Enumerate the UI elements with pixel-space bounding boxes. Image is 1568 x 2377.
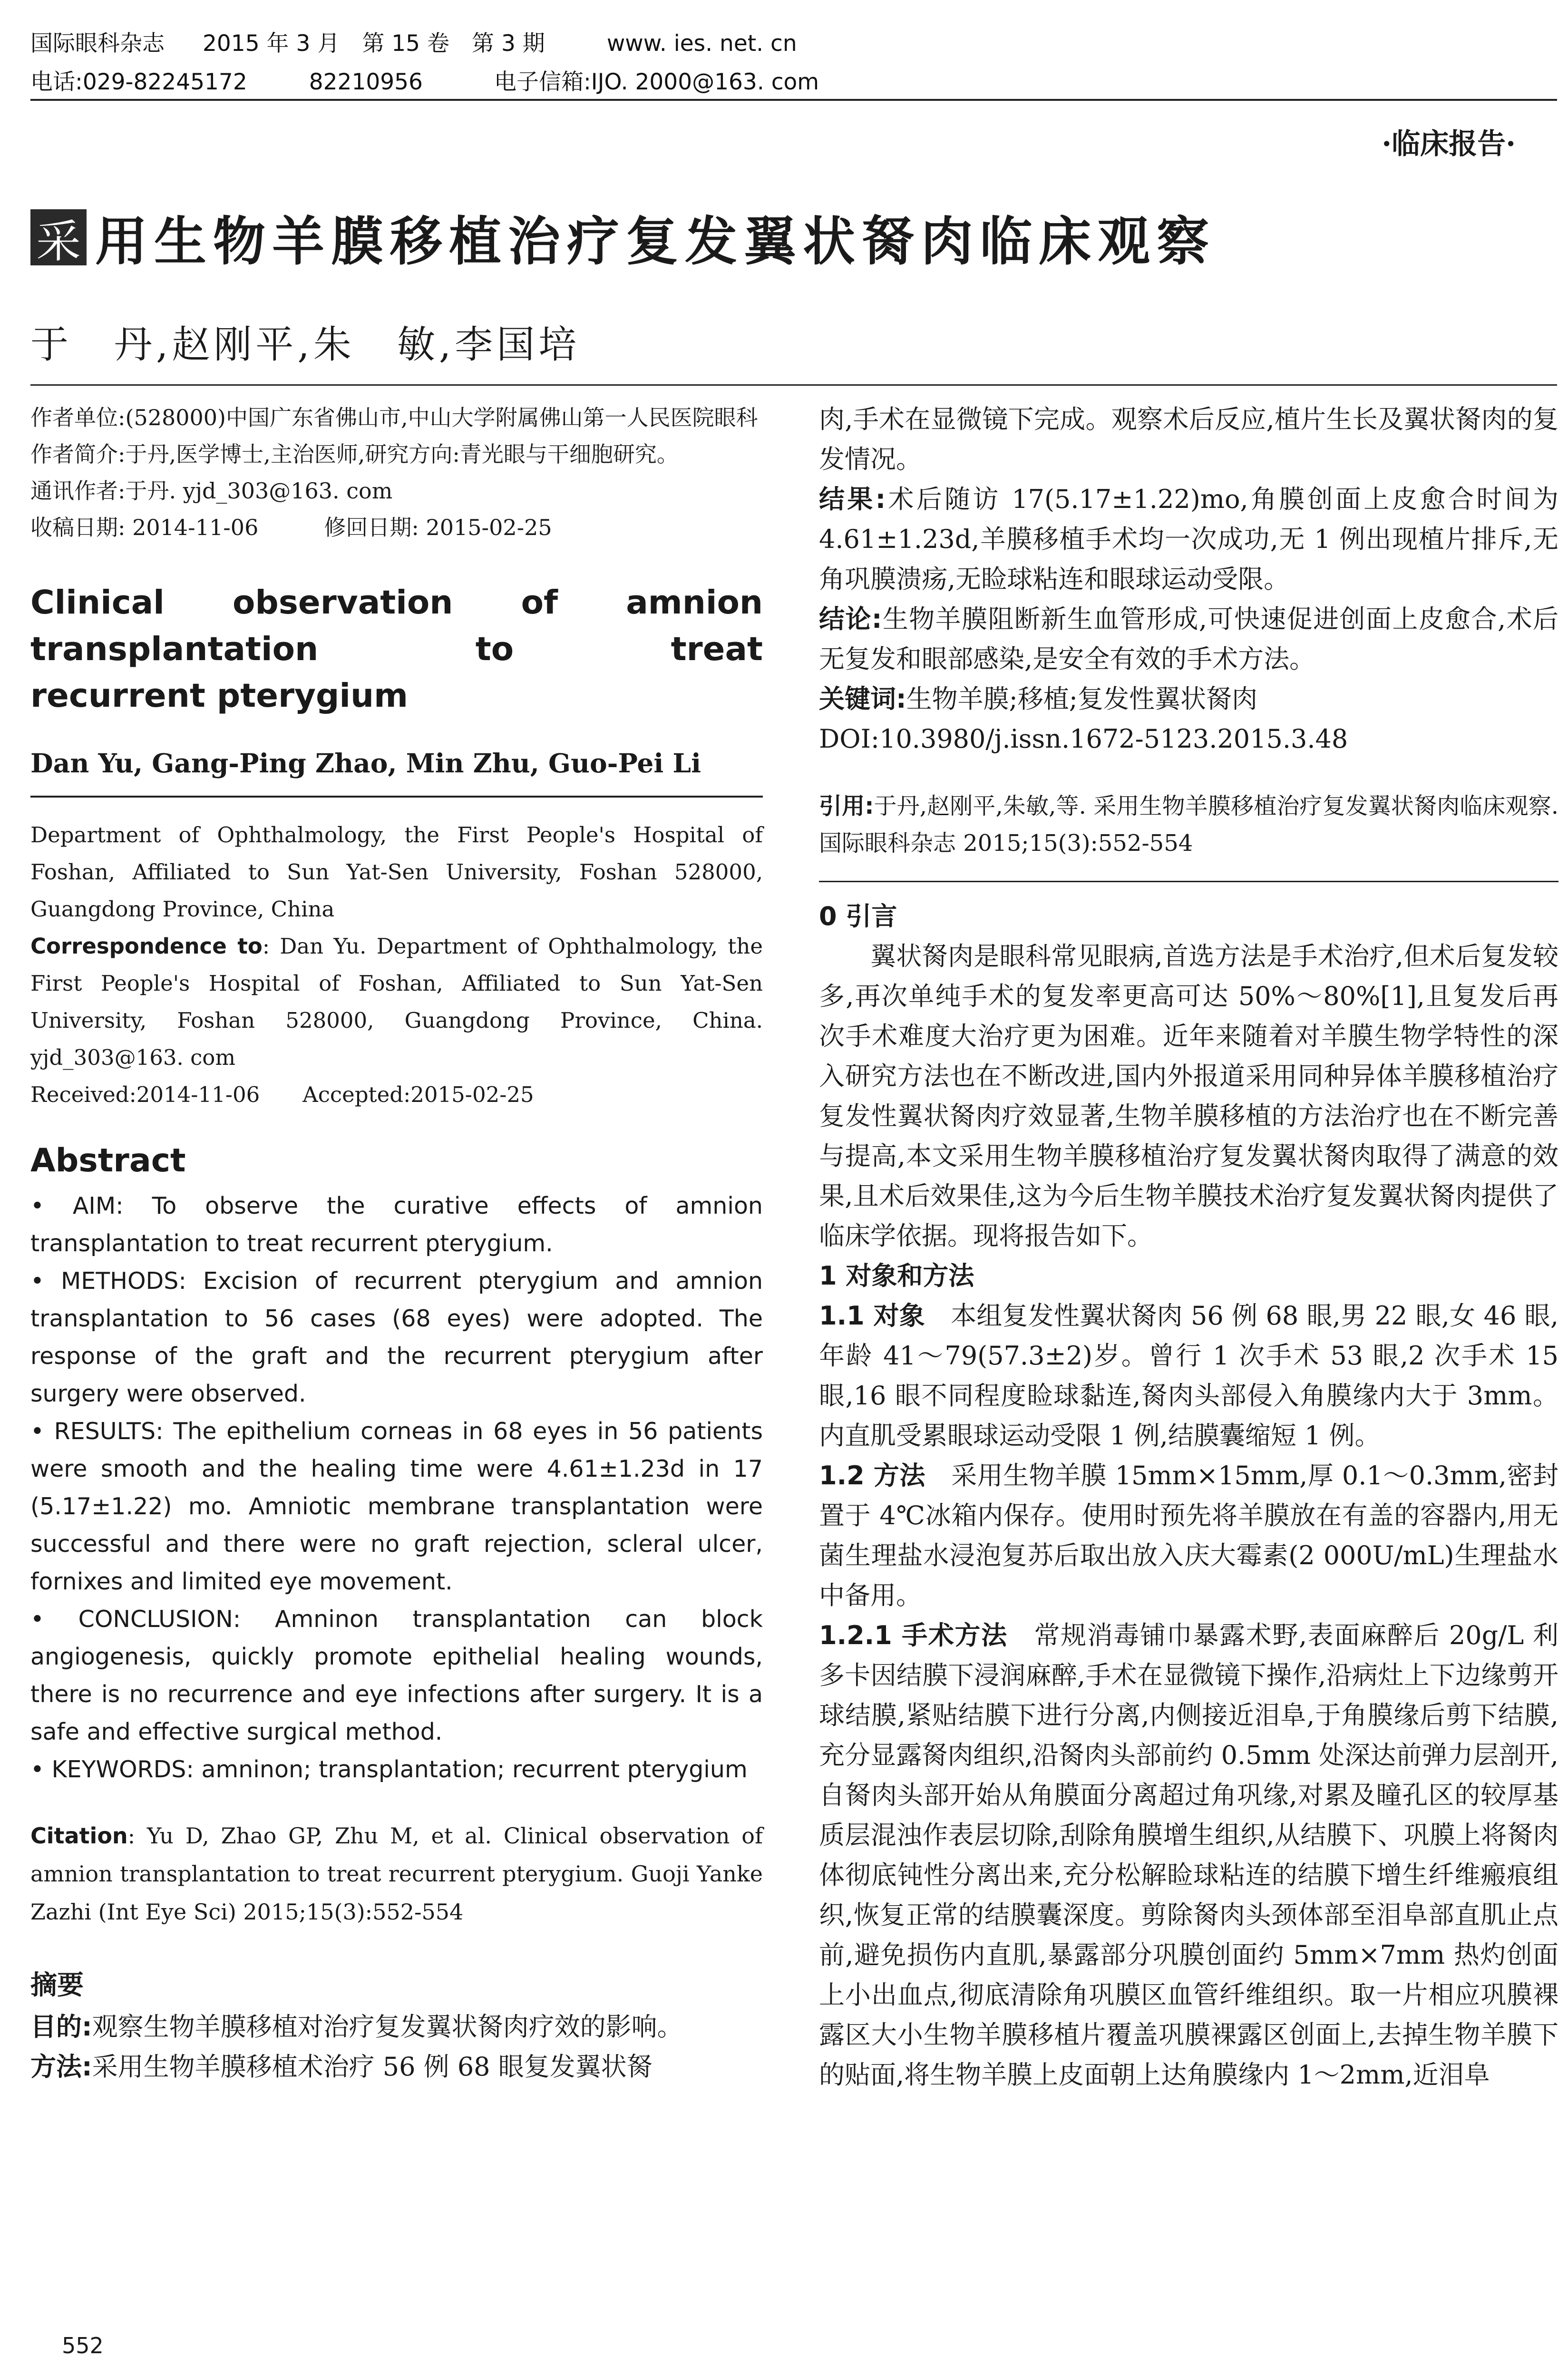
abstract-aim: • AIM: To observe the curative effects of amnion transplantation to treat recurrent pterygium. <box>30 1192 763 1257</box>
correspondence <box>30 928 763 1076</box>
section-tag: ·临床报告· <box>1382 127 1516 161</box>
cn-aim-text: 观察生物羊膜移植对治疗复发翼状胬肉疗效的影响。 <box>92 2012 683 2042</box>
section-1-2-1-body: 常规消毒铺巾暴露术野,表面麻醉后 20g/L 利多卡因结膜下浸润麻醉,手术在显微镜下操作,沿病灶上下边缘剪开球结膜,紧贴结膜下进行分离,内侧接近泪阜,于角膜缘后剪下结膜,充分显露胬肉组织,沿胬肉头部前约 0.5mm 处深达前弹力层剖开,自胬肉头部开始从角膜面分离超过角巩缘,对累及瞳孔区的较厚基质层混浊作表层切除,刮除角膜增生组织,从结膜下、巩膜上将胬肉体彻底钝性分离出来,充分松解睑球粘连的结膜下增生纤维瘢痕组织,恢复正常的结膜囊深度。剪除胬肉头颈体部至泪阜部直肌止点前,避免损伤内直肌,暴露部分巩膜创面约 5mm×7mm 热灼创面上小出血点,彻底清除角巩膜区血管纤维组织。取一片相应巩膜裸露区大小生物羊膜移植片覆盖巩膜裸露区创面上,去掉生物羊膜下的贴面,将生物羊膜上皮面朝上达角膜缘内 1～2mm,近泪阜 <box>819 1620 1559 2090</box>
cn-abstract-heading: 摘要 <box>30 1970 84 2001</box>
page-number: 552 <box>62 2333 104 2358</box>
journal-name: 国际眼科杂志 <box>30 30 165 57</box>
abstract-methods: • METHODS: Excision of recurrent pterygium and amnion transplantation to 56 cases (68 eyes) were adopted. The response of the graft and the recurrent pterygium after surgery were observed. <box>30 1267 763 1407</box>
cn-conclusion-text: 生物羊膜阻断新生血管形成,可快速促进创面上皮愈合,术后无复发和眼部感染,是安全有效的手术方法。 <box>819 604 1558 674</box>
received-accepted: Received:2014-11-06 Accepted:2015-02-25 <box>30 1082 534 1107</box>
journal-header-line1 <box>30 26 797 58</box>
section-1-1 <box>819 1296 1558 1456</box>
abstract-keywords: • KEYWORDS: amninon; transplantation; recurrent pterygium <box>30 1756 748 1783</box>
correspondence-label: Correspondence to <box>30 934 263 959</box>
section-1-heading: 1 对象和方法 <box>819 1261 974 1291</box>
section-0-body: 翼状胬肉是眼科常见眼病,首选方法是手术治疗,但术后复发较多,再次单纯手术的复发率更高可达 50%～80%[1],且复发后再次手术难度大治疗更为困难。近年来随着对羊膜生物学特性的深入研究方法也在不断改进,国内外报道采用同种异体羊膜移植治疗复发性翼状胬肉疗效显著,生物羊膜移植的方法治疗也在不断完善与提高,本文采用生物羊膜移植治疗复发翼状胬肉取得了满意的效果,且术后效果佳,这为今后生物羊膜技术治疗复发翼状胬肉提供了临床学依据。现将报告如下。 <box>819 941 1558 1251</box>
correspondence-text: : Dan Yu. Department of Ophthalmology, the First People's Hospital of Foshan, Affiliated to Sun Yat-Sen University, Foshan 528000, Guangdong Province, China. yjd_303@163. com <box>30 934 763 1070</box>
cn-aim <box>30 2007 763 2047</box>
section-1-2-1-label: 1.2.1 手术方法 <box>819 1620 1008 1650</box>
citation-label: Citation <box>30 1823 128 1849</box>
journal-website: www. ies. net. cn <box>606 30 797 57</box>
cn-methods <box>30 2047 763 2087</box>
cn-methods-text: 采用生物羊膜移植术治疗 56 例 68 眼复发翼状胬 <box>92 2052 653 2082</box>
author-affiliation: 作者单位:(528000)中国广东省佛山市,中山大学附属佛山第一人民医院眼科 <box>30 405 758 430</box>
title-dropcap: 采 <box>30 209 87 265</box>
section-1-2-label: 1.2 方法 <box>819 1461 925 1490</box>
section-1-2 <box>819 1456 1558 1616</box>
cn-results <box>819 479 1558 599</box>
department: Department of Ophthalmology, the First People's Hospital of Foshan, Affiliated to Sun Yat-Sen University, Foshan 528000, Guangdong Province, China <box>30 822 763 922</box>
cn-aim-label: 目的: <box>30 2012 92 2042</box>
english-title-line2: transplantation to treat <box>30 630 763 668</box>
received-date: 收稿日期: 2014-11-06 修回日期: 2015-02-25 <box>30 515 552 540</box>
left-column <box>30 399 763 2087</box>
right-column <box>819 399 1558 2095</box>
cn-citation <box>819 788 1558 862</box>
english-title-line1: Clinical observation of amnion <box>30 584 763 622</box>
cn-results-label: 结果: <box>819 484 886 514</box>
journal-phone2: 82210956 <box>309 69 423 95</box>
journal-email: 电子信箱:IJO. 2000@163. com <box>494 69 819 95</box>
english-authors: Dan Yu, Gang-Ping Zhao, Min Zhu, Guo-Pei Li <box>30 748 701 779</box>
english-title-line3: recurrent pterygium <box>30 677 409 715</box>
cn-keywords-text: 生物羊膜;移植;复发性翼状胬肉 <box>906 684 1257 714</box>
section-1-2-1 <box>819 1616 1558 2095</box>
corresponding-author: 通讯作者:于丹. yjd_303@163. com <box>30 478 393 504</box>
authors-rule <box>30 384 1557 386</box>
title-text: 用生物羊膜移植治疗复发翼状胬肉临床观察 <box>95 211 1216 272</box>
article-title <box>30 200 1216 275</box>
citation <box>30 1817 763 1931</box>
section-1-1-body: 本组复发性翼状胬肉 56 例 68 眼,男 22 眼,女 46 眼,年龄 41～79(57.3±2)岁。曾行 1 次手术 53 眼,2 次手术 15 眼,16 眼不同程度睑球黏连,胬肉头部侵入角膜缘内大于 3mm。内直肌受累眼球运动受限 1 例,结膜囊缩短 1 例。 <box>819 1301 1558 1451</box>
section-1-1-label: 1.1 对象 <box>819 1301 925 1331</box>
english-authors-rule <box>30 796 763 798</box>
cn-citation-label: 引用: <box>819 793 874 819</box>
section-0-heading: 0 引言 <box>819 901 897 931</box>
journal-header-line2 <box>30 64 819 96</box>
abstract-conclusion: • CONCLUSION: Amninon transplantation can block angiogenesis, quickly promote epithelial healing wounds, there is no recurrence and eye infections after surgery. It is a safe and effective surgical method. <box>30 1606 763 1745</box>
cn-results-text: 术后随访 17(5.17±1.22)mo,角膜创面上皮愈合时间为 4.61±1.23d,羊膜移植手术均一次成功,无 1 例出现植片排斥,无角巩膜溃疡,无睑球粘连和眼球运动受限。 <box>819 484 1558 594</box>
author-bio: 作者简介:于丹,医学博士,主治医师,研究方向:青光眼与干细胞研究。 <box>30 441 679 467</box>
authors-cn: 于 丹,赵刚平,朱 敏,李国培 <box>30 322 581 367</box>
doi: DOI:10.3980/j.issn.1672-5123.2015.3.48 <box>819 724 1348 754</box>
cn-keywords-label: 关键词: <box>819 684 906 714</box>
section-1-2-body: 采用生物羊膜 15mm×15mm,厚 0.1～0.3mm,密封置于 4℃冰箱内保存。使用时预先将羊膜放在有盖的容器内,用无菌生理盐水浸泡复苏后取出放入庆大霉素(2 000U/mL)生理盐水中备用。 <box>819 1461 1558 1610</box>
citation-text: : Yu D, Zhao GP, Zhu M, et al. Clinical observation of amnion transplantation to treat recurrent pterygium. Guoji Yanke Zazhi (Int Eye Sci) 2015;15(3):552-554 <box>30 1823 763 1925</box>
cn-keywords <box>819 679 1558 719</box>
cn-methods-label: 方法: <box>30 2052 92 2082</box>
cn-conclusion-label: 结论: <box>819 604 882 634</box>
issue-info: 2015 年 3 月 第 15 卷 第 3 期 <box>203 30 545 57</box>
header-rule <box>30 99 1557 101</box>
abstract-heading: Abstract <box>30 1142 186 1179</box>
abstract-results: • RESULTS: The epithelium corneas in 68 eyes in 56 patients were smooth and the healing time were 4.61±1.23d in 17 (5.17±1.22) mo. Amniotic membrane transplantation were successful and there were no graft rejection, scleral ulcer, fornixes and limited eye movement. <box>30 1418 763 1595</box>
journal-phone: 电话:029-82245172 <box>30 69 247 95</box>
body-start-rule <box>819 881 1558 882</box>
cn-conclusion <box>819 599 1558 679</box>
cn-citation-text: 于丹,赵刚平,朱敏,等. 采用生物羊膜移植治疗复发翼状胬肉临床观察. 国际眼科杂志 2015;15(3):552-554 <box>819 793 1558 857</box>
cn-methods-continued: 肉,手术在显微镜下完成。观察术后反应,植片生长及翼状胬肉的复发情况。 <box>819 404 1558 474</box>
